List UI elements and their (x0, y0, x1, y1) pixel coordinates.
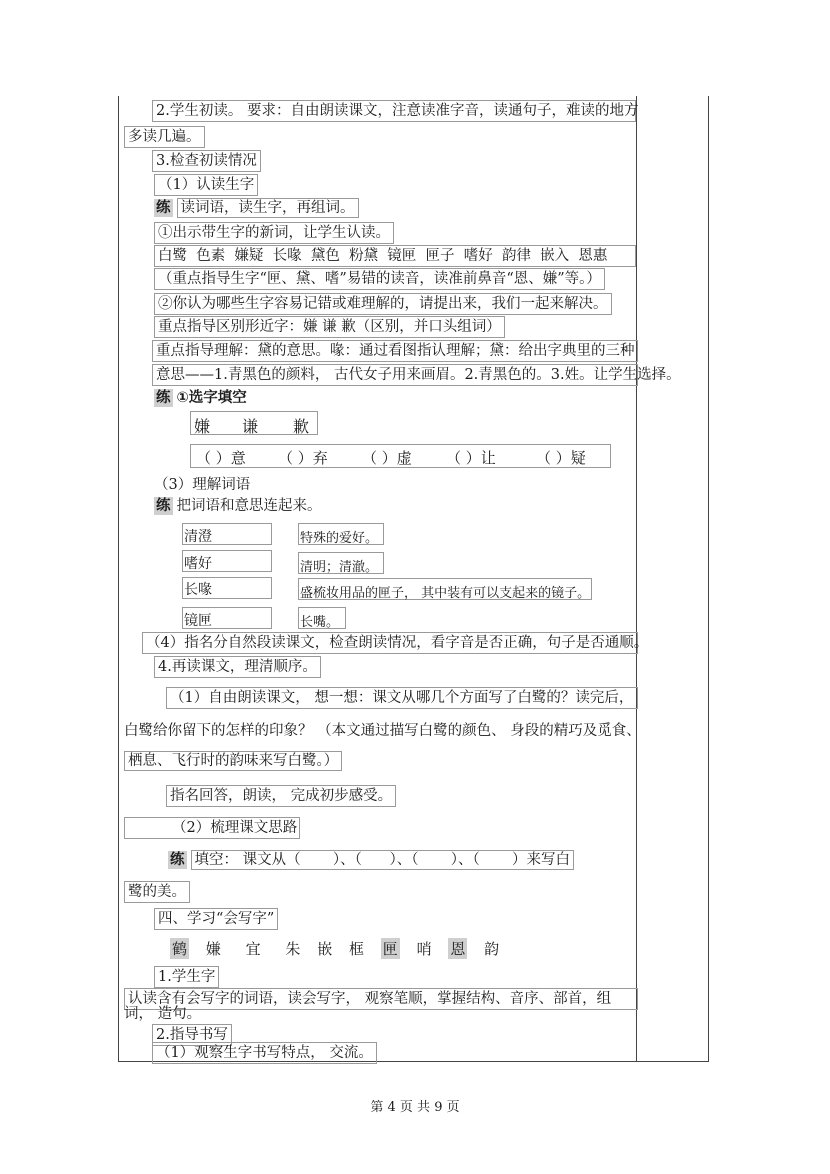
text-line: （重点指导生字“匣、黛、嗜”易错的读音，读准前鼻音“恩、嫌”等。） (154, 268, 605, 290)
writing-char: 朱 (285, 940, 301, 958)
writing-char: 匣 (382, 940, 398, 958)
exercise-line: 练 读词语，读生字，再组词。 (154, 199, 359, 217)
exercise-badge: 练 (156, 497, 171, 514)
text-line: 认读含有会写字的词语，读会写字， 观察笔顺，掌握结构、音序、部首，组 (124, 988, 638, 1010)
writing-char: 嫌 (205, 940, 221, 958)
match-term: 嗜好 (184, 556, 212, 572)
fill-blank: （ ）意 (196, 449, 246, 467)
writing-char: 框 (348, 940, 364, 958)
text-line: （1）自由朗读课文， 想一想：课文从哪几个方面写了白鹭的？读完后， (166, 687, 638, 709)
text-line: 重点指导理解：黛的意思。喙：通过看图指认理解；黛：给出字典里的三种 (152, 340, 638, 362)
writing-char: 韵 (484, 940, 500, 958)
match-term: 长喙 (184, 582, 212, 598)
fill-blank: （ ）让 (446, 449, 496, 467)
fill-blank: （ ）疑 (536, 449, 586, 467)
table-border-divider (636, 96, 637, 1062)
exercise-badge: 练 (156, 199, 171, 216)
text-line: 意思——1.青黑色的颜料， 古代女子用来画眉。2.青黑色的。3.姓。让学生选择。 (152, 364, 638, 386)
text-line: 词， 造句。 (124, 1006, 202, 1022)
writing-char: 恩 (450, 940, 466, 958)
match-definition: 盛梳妆用品的匣子， 其中装有可以支起来的镜子。 (300, 586, 591, 601)
text-line: （1）观察生字书写特点， 交流。 (152, 1042, 377, 1064)
section-heading: 2.指导书写 (152, 1024, 232, 1046)
exercise-badge: 练 (170, 851, 185, 868)
text-line: 2.学生初读。 要求：自由朗读课文，注意读准字音，读通句子，难读的地方 (152, 100, 636, 122)
section-heading: 1.学生字 (154, 966, 219, 988)
match-definition: 特殊的爱好。 (300, 531, 379, 546)
char-option: 嫌 (194, 417, 211, 436)
char-option: 歉 (293, 417, 310, 436)
section-heading: 4.再读课文，理清顺序。 (154, 656, 321, 678)
match-term: 清澄 (184, 529, 212, 545)
exercise-line: 练 把词语和意思连起来。 (156, 497, 322, 514)
vocab-words: 白鹭 色素 嫌疑 长喙 黛色 粉黛 镜匣 匣子 嗜好 韵律 嵌入 恩惠 (154, 245, 636, 267)
text-line: 栖息、飞行时的韵味来写白鹭。） (124, 752, 342, 770)
text-line: 重点指导区别形近字：嫌 谦 歉（区别，并口头组词） (154, 316, 505, 338)
fill-blank: （ ）弃 (278, 449, 328, 467)
subsection-heading: （3）理解词语 (154, 477, 251, 493)
section-heading: 3.检查初读情况 (152, 150, 261, 172)
writing-char: 嵌 (317, 940, 333, 958)
char-option: 谦 (242, 417, 259, 436)
text-line: 指名回答，朗读， 完成初步感受。 (166, 785, 396, 807)
table-border-left (118, 96, 119, 1062)
text-line: 鹭的美。 (124, 881, 190, 903)
writing-char: 哨 (416, 940, 432, 958)
text-line: 多读几遍。 (124, 126, 205, 148)
table-border-right (708, 96, 709, 1062)
writing-char: 鹤 (172, 940, 188, 958)
text-line: ①出示带生字的新词，让学生认读。 (154, 222, 394, 244)
text-line: 白鹭给你留下的怎样的印象？ （本文通过描写白鹭的颜色、 身段的精巧及觅食、 (124, 723, 641, 739)
match-term: 镜匣 (184, 613, 212, 629)
exercise-badge: 练 (156, 390, 171, 406)
match-definition: 长嘴。 (300, 615, 340, 630)
section-heading: 四、学习“会写字” (154, 908, 278, 930)
subsection-heading: （2）梳理课文思路 (124, 817, 300, 839)
fill-blank: （ ）虚 (362, 449, 412, 467)
writing-chars (170, 938, 511, 959)
text-line: ②你认为哪些生字容易记错或难理解的，请提出来，我们一起来解决。 (154, 293, 612, 315)
page-footer: 第 4 页 共 9 页 (370, 1100, 460, 1115)
text-line: （4）指名分自然段读课文，检查朗读情况，看字音是否正确，句子是否通顺。 (142, 632, 638, 654)
exercise-line: 练 填空： 课文从（ ）、（ ）、（ ）、（ ）来写白 (168, 851, 574, 869)
subsection-heading: （1）认读生字 (154, 174, 258, 196)
match-definition: 清明；清澈。 (300, 560, 379, 575)
exercise-line: 练 ①选字填空 (156, 390, 247, 406)
writing-char: 宜 (245, 940, 261, 958)
